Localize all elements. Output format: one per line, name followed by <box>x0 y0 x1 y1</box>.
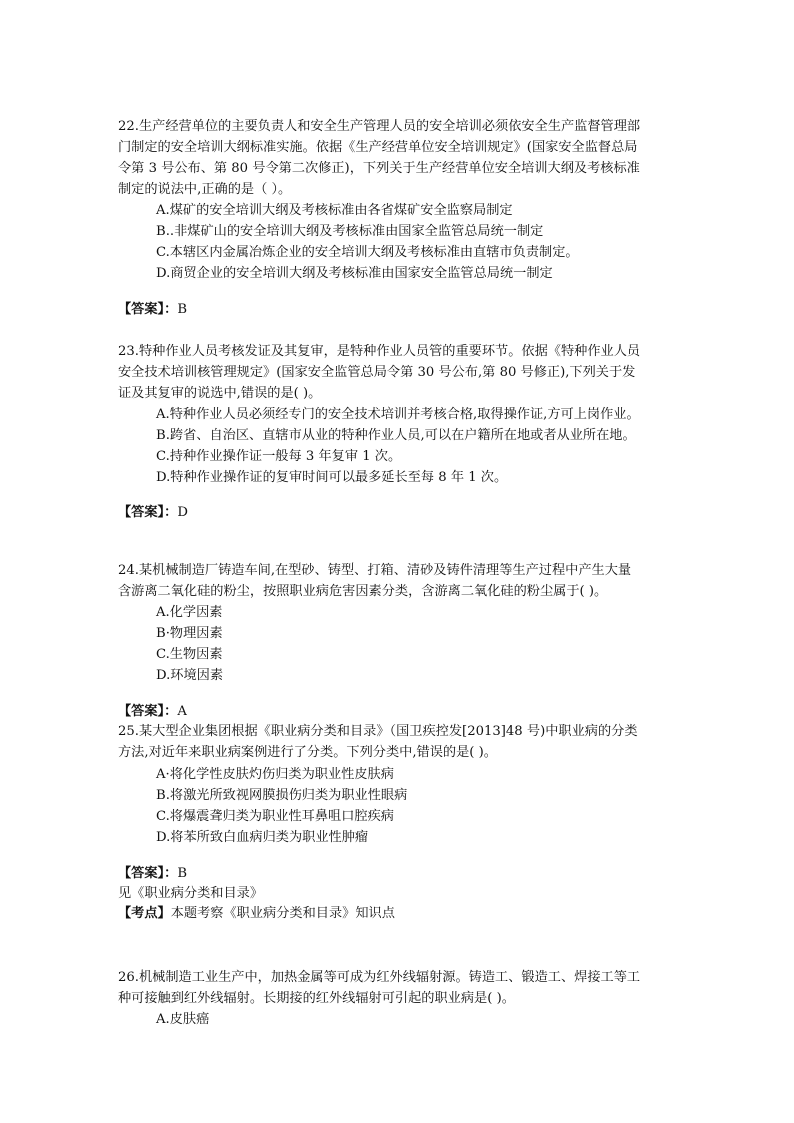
test-point-text: 本题考察《职业病分类和目录》知识点 <box>170 906 395 921</box>
q24-option-b: B·物理因素 <box>156 626 223 641</box>
q24-stem-line-2: 含游离二氧化硅的粉尘，按照职业病危害因素分类，含游离二氧化硅的粉尘属于( )。 <box>118 584 608 599</box>
q25-note: 见《职业病分类和目录》 <box>118 886 264 901</box>
q22-answer <box>118 300 187 320</box>
q25-stem-line-2: 方法,对近年来职业病案例进行了分类。下列分类中,错误的是( )。 <box>118 745 497 760</box>
answer-label: 【答案】： <box>118 505 178 520</box>
q22-stem-line-2: 门制定的安全培训大纲标准实施。依据《生产经营单位安全培训规定》(国家安全监督总局 <box>118 140 638 155</box>
answer-label: 【答案】： <box>118 866 178 881</box>
q25-option-d: D.将苯所致白血病归类为职业性肿瘤 <box>156 830 369 845</box>
q24-answer <box>118 702 187 722</box>
q22-stem-line-1: 22.生产经营单位的主要负责人和安全生产管理人员的安全培训必须依安全生产监督管理部 <box>118 119 641 134</box>
q23-stem-line-3: 证及其复审的说选中,错误的是( )。 <box>118 386 322 401</box>
q25-option-a: A·将化学性皮肤灼伤归类为职业性皮肤病 <box>156 767 394 782</box>
q24-option-a: A.化学因素 <box>156 605 223 620</box>
q25-stem-line-1: 25.某大型企业集团根据《职业病分类和目录》（国卫疾控发[2013]48 号)中职业病的分类 <box>118 724 638 739</box>
q25-option-b: B.将激光所致视网膜损伤归类为职业性眼病 <box>156 788 408 803</box>
q23-option-b: B.跨省、自治区、直辖市从业的特种作业人员,可以在户籍所在地或者从业所在地。 <box>156 428 636 443</box>
answer-value: B <box>177 866 188 881</box>
q26-stem-line-1: 26.机械制造工业生产中，加热金属等可成为红外线辐射源。铸造工、锻造工、焊接工等工 <box>118 970 641 985</box>
q23-option-c: C.持种作业操作证一般每 3 年复审 1 次。 <box>156 449 402 464</box>
q26-stem-line-2: 种可接触到红外线辐射。长期接的红外线辐射可引起的职业病是( )。 <box>118 991 515 1006</box>
q22-option-b: B..非煤矿山的安全培训大纲及考核标准由国家全监管总局统一制定 <box>156 224 544 239</box>
answer-label: 【答案】： <box>118 302 178 317</box>
q23-stem-line-2: 安全技术培训核管理规定》(国家安全监管总局令第 30 号公布,第 80 号修正),下列关于发 <box>118 365 636 380</box>
test-point-label: 【考点】 <box>118 906 171 921</box>
answer-label: 【答案】： <box>118 704 178 719</box>
q22-option-d: D.商贸企业的安全培训大纲及考核标准由国家安全监管总局统一制定 <box>156 266 553 281</box>
q25-test-point <box>118 904 395 924</box>
q24-option-c: C.生物因素 <box>156 647 223 662</box>
q23-option-a: A.特种作业人员必须经专门的安全技术培训并考核合格,取得操作证,方可上岗作业。 <box>156 407 640 422</box>
answer-value: A <box>177 704 187 719</box>
answer-value: D <box>177 505 188 520</box>
q25-option-c: C.将爆震聋归类为职业性耳鼻咀口腔疾病 <box>156 809 394 824</box>
q25-answer <box>118 864 187 884</box>
q23-answer <box>118 503 188 523</box>
q24-option-d: D.环境因素 <box>156 668 224 683</box>
q22-stem-line-4: 制定的说法中,正确的是（ ）。 <box>118 182 292 197</box>
q26-option-a: A.皮肤癌 <box>156 1012 210 1027</box>
q22-stem-line-3: 令第 3 号公布、第 80 号令第二次修正)，下列关于生产经营单位安全培训大纲及考核标准 <box>118 161 640 176</box>
q22-option-c: C.本辖区内金属冶炼企业的安全培训大纲及考核标准由直辖市负责制定。 <box>156 245 579 260</box>
answer-value: B <box>177 302 188 317</box>
q22-option-a: A.煤矿的安全培训大纲及考核标准由各省煤矿安全监察局制定 <box>156 203 513 218</box>
q23-option-d: D.特种作业操作证的复审时间可以最多延长至每 8 年 1 次。 <box>156 470 508 485</box>
q23-stem-line-1: 23.特种作业人员考核发证及其复审，是特种作业人员管的重要环节。依据《特种作业人员 <box>118 344 641 359</box>
q24-stem-line-1: 24.某机械制造厂铸造车间,在型砂、铸型、打箱、清砂及铸件清理等生产过程中产生大量 <box>118 563 632 578</box>
